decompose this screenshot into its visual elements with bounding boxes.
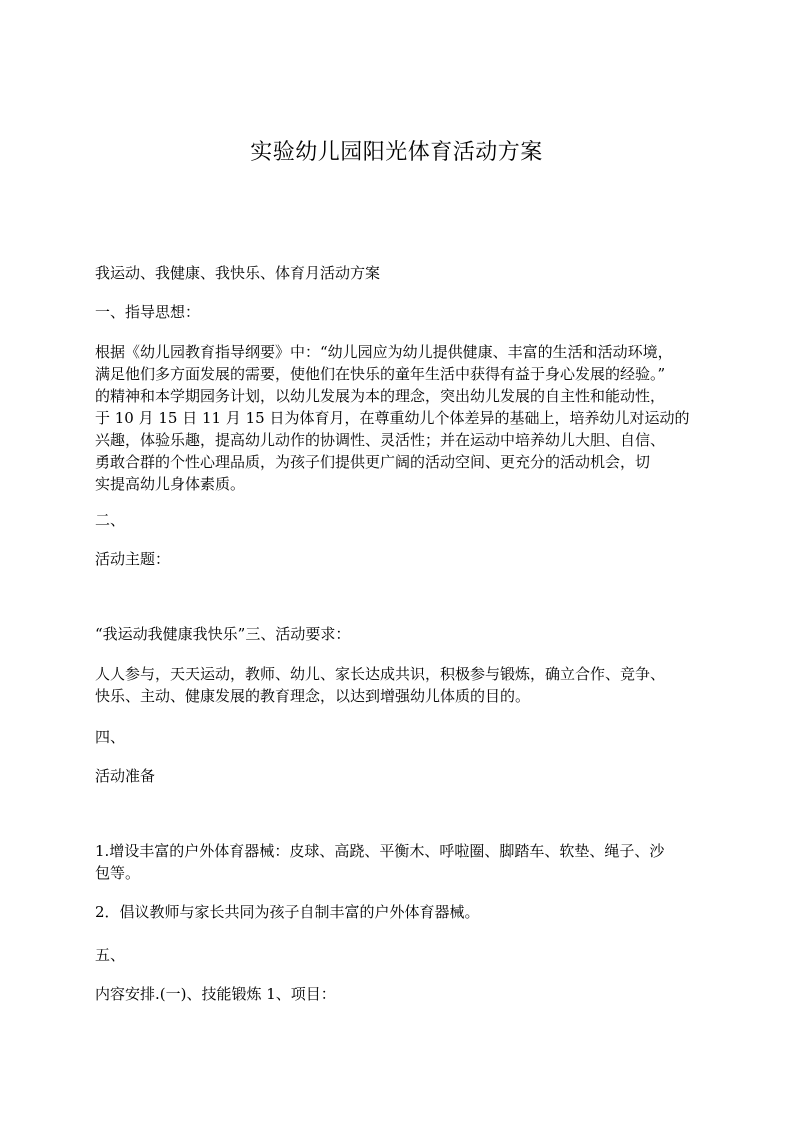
paragraph-line: 满足他们多方面发展的需要，使他们在快乐的童年生活中获得有益于身心发展的经验。” [95, 365, 666, 383]
prep-item-2: 2．倡议教师与家长共同为孩子自制丰富的户外体育器械。 [95, 903, 480, 921]
paragraph-line: 快乐、主动、健康发展的教育理念，以达到增强幼儿体质的目的。 [95, 687, 531, 705]
document-title: 实验幼儿园阳光体育活动方案 [250, 140, 543, 165]
paragraph-line: 包等。 [95, 864, 141, 882]
section5-number: 五、 [95, 946, 126, 964]
requirements-paragraph [95, 663, 710, 707]
paragraph-line: 人人参与，天天运动，教师、幼儿、家长达成共识，积极参与锻炼，确立合作、竞争、 [95, 665, 666, 683]
section4-number: 四、 [95, 728, 126, 746]
section4-heading: 活动准备 [95, 767, 156, 785]
paragraph-line: 实提高幼儿身体素质。 [95, 475, 246, 493]
paragraph-line: 的精神和本学期园务计划，以幼儿发展为本的理念，突出幼儿发展的自主性和能动性， [95, 387, 666, 405]
paragraph-line: 勇敢合群的个性心理品质，为孩子们提供更广阔的活动空间、更充分的活动机会，切 [95, 453, 651, 471]
section2-heading: 活动主题： [95, 550, 171, 568]
paragraph-line: 兴趣，体验乐趣，提高幼儿动作的协调性、灵活性；并在运动中培养幼儿大胆、自信、 [95, 431, 666, 449]
paragraph-line: 根据《幼儿园教育指导纲要》中：“幼儿园应为幼儿提供健康、丰富的生活和活动环境， [95, 343, 673, 361]
paragraph-line: 于 10 月 15 日 11 月 15 日为体育月，在尊重幼儿个体差异的基础上，培养幼儿对运动的 [95, 409, 690, 427]
section1-paragraph [95, 341, 710, 495]
paragraph-line: 1.增设丰富的户外体育器械：皮球、高跷、平衡木、呼啦圈、脚踏车、软垫、绳子、沙 [95, 842, 665, 860]
section2-number: 二、 [95, 511, 126, 529]
section5-heading: 内容安排.(一)、技能锻炼 1、项目： [95, 985, 336, 1003]
prep-item-1 [95, 840, 710, 884]
theme-line: “我运动我健康我快乐”三、活动要求： [95, 625, 351, 643]
section1-heading: 一、指导思想： [95, 303, 201, 321]
document-subtitle: 我运动、我健康、我快乐、体育月活动方案 [95, 264, 381, 282]
